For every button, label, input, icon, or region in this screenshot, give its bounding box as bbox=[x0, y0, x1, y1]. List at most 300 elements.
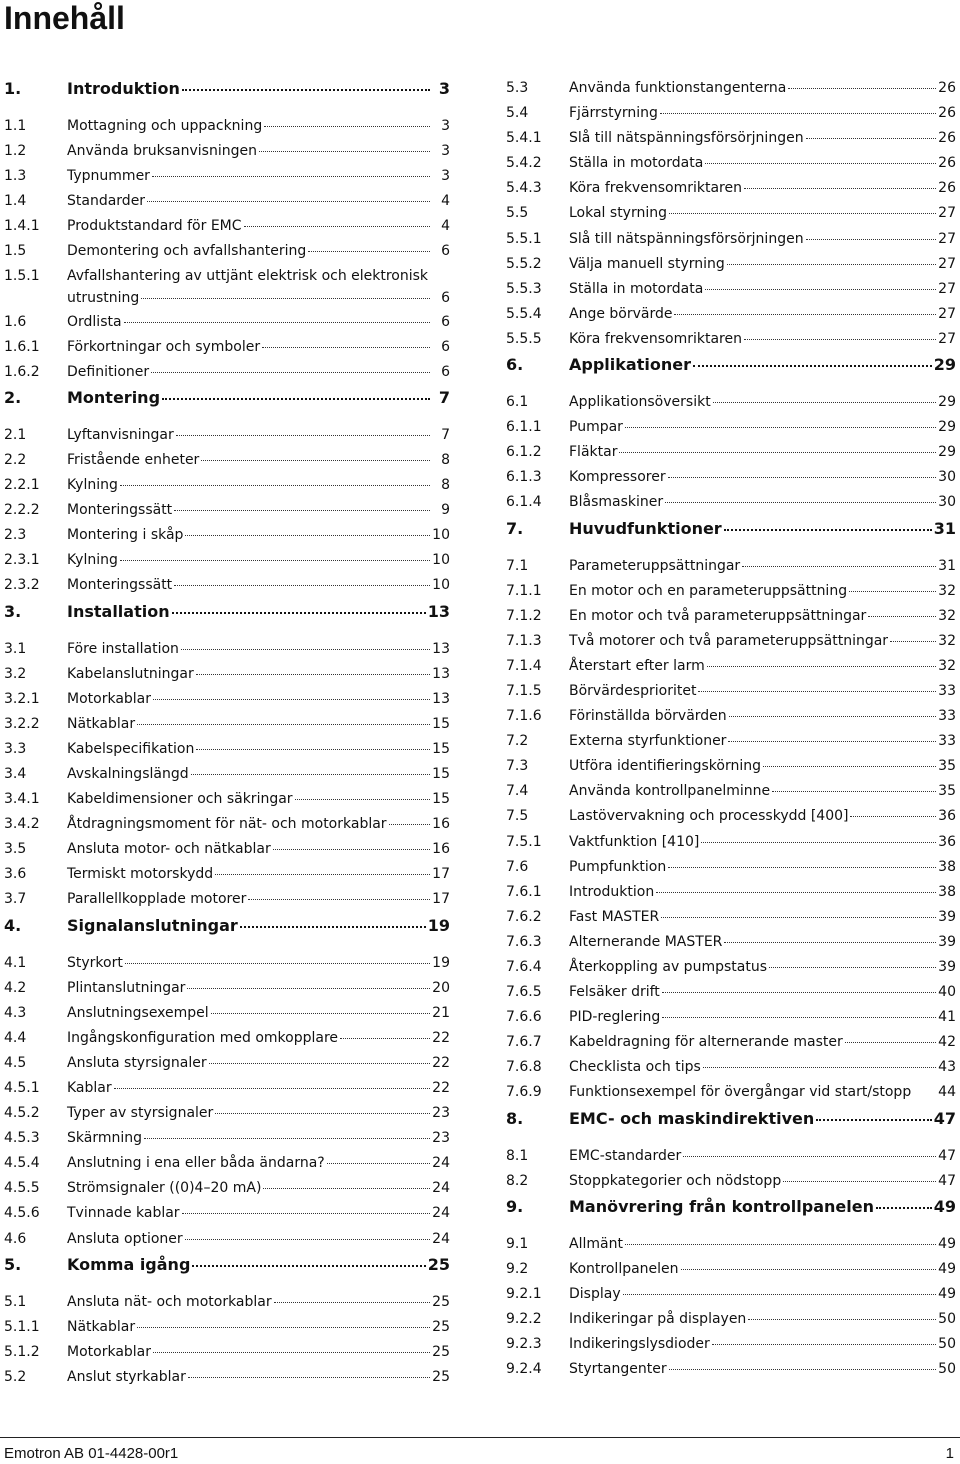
toc-entry-body bbox=[569, 679, 956, 704]
toc-entry-page: 3 bbox=[441, 168, 450, 185]
toc-section-entry[interactable] bbox=[4, 862, 450, 887]
dot-leader bbox=[151, 371, 430, 373]
toc-chapter-entry[interactable] bbox=[506, 516, 956, 554]
toc-section-entry[interactable] bbox=[506, 905, 956, 930]
toc-section-entry[interactable] bbox=[4, 1227, 450, 1252]
toc-entry-page: 35 bbox=[938, 758, 956, 775]
toc-section-entry[interactable] bbox=[506, 955, 956, 980]
toc-entry-page: 47 bbox=[933, 1108, 956, 1128]
dot-leader bbox=[665, 501, 936, 503]
dot-leader bbox=[849, 590, 936, 592]
toc-section-entry[interactable] bbox=[506, 754, 956, 779]
toc-section-entry[interactable] bbox=[506, 1332, 956, 1357]
dot-leader bbox=[701, 841, 936, 843]
toc-entry-title: PID-reglering bbox=[569, 1009, 661, 1026]
toc-entry-body bbox=[67, 114, 450, 139]
toc-entry-page: 16 bbox=[432, 841, 450, 858]
toc-section-entry[interactable] bbox=[506, 277, 956, 302]
toc-entry-page: 20 bbox=[432, 979, 450, 996]
toc-section-entry[interactable] bbox=[4, 1151, 450, 1176]
dot-leader bbox=[185, 1238, 430, 1240]
toc-entry-number: 7.1.5 bbox=[506, 682, 542, 699]
toc-entry-body bbox=[67, 573, 450, 598]
toc-entry-body bbox=[569, 465, 956, 490]
toc-entry-body bbox=[67, 1315, 450, 1340]
toc-section-entry[interactable] bbox=[4, 762, 450, 787]
toc-entry-page: 33 bbox=[938, 708, 956, 725]
toc-entry-page: 25 bbox=[432, 1343, 450, 1360]
toc-entry-page: 15 bbox=[432, 715, 450, 732]
toc-entry-page: 33 bbox=[938, 733, 956, 750]
toc-entry-body bbox=[67, 523, 450, 548]
toc-section-entry[interactable] bbox=[4, 1026, 450, 1051]
toc-entry-number: 3.6 bbox=[4, 866, 27, 883]
toc-entry-body bbox=[67, 812, 450, 837]
toc-entry-page: 26 bbox=[938, 130, 956, 147]
toc-entry-title: Använda bruksanvisningen bbox=[67, 143, 257, 160]
toc-section-entry[interactable] bbox=[4, 887, 450, 912]
toc-entry-title: Monteringssätt bbox=[67, 502, 173, 519]
toc-section-entry[interactable] bbox=[506, 1169, 956, 1194]
toc-section-entry[interactable] bbox=[4, 976, 450, 1001]
dot-leader bbox=[724, 941, 936, 943]
toc-section-entry[interactable] bbox=[506, 1005, 956, 1030]
toc-section-entry[interactable] bbox=[506, 327, 956, 352]
toc-entry-page: 4 bbox=[441, 193, 450, 210]
toc-entry-title: Ingångskonfiguration med omkopplare bbox=[67, 1029, 339, 1046]
toc-entry-title: Definitioner bbox=[67, 363, 150, 380]
toc-section-entry[interactable] bbox=[506, 390, 956, 415]
toc-section-entry[interactable] bbox=[506, 302, 956, 327]
dot-leader bbox=[742, 565, 936, 567]
toc-entry-body bbox=[569, 490, 956, 515]
toc-entry-number: 4.5.6 bbox=[4, 1205, 40, 1222]
toc-section-entry[interactable] bbox=[4, 523, 450, 548]
toc-section-entry[interactable] bbox=[506, 1144, 956, 1169]
toc-entry-number: 3.4 bbox=[4, 765, 27, 782]
toc-entry-title: Kabelanslutningar bbox=[67, 665, 194, 682]
toc-section-entry[interactable] bbox=[506, 1282, 956, 1307]
toc-entry-title: Köra frekvensomriktaren bbox=[569, 180, 742, 197]
toc-entry-number: 4.5.2 bbox=[4, 1105, 40, 1122]
toc-section-entry[interactable] bbox=[506, 76, 956, 101]
toc-section-entry[interactable] bbox=[506, 980, 956, 1005]
toc-entry-title: Slå till nätspänningsförsörjningen bbox=[569, 230, 804, 247]
toc-section-entry[interactable] bbox=[506, 1055, 956, 1080]
toc-section-entry[interactable] bbox=[4, 1290, 450, 1315]
toc-chapter-entry[interactable] bbox=[4, 76, 450, 114]
toc-section-entry[interactable] bbox=[506, 126, 956, 151]
toc-section-entry[interactable] bbox=[506, 252, 956, 277]
toc-entry-page: 43 bbox=[938, 1059, 956, 1076]
toc-entry-body bbox=[67, 265, 450, 309]
toc-section-entry[interactable] bbox=[506, 1232, 956, 1257]
toc-entry-page: 50 bbox=[938, 1361, 956, 1378]
toc-section-entry[interactable] bbox=[506, 554, 956, 579]
toc-entry-body bbox=[67, 662, 450, 687]
toc-entry-body bbox=[569, 1169, 956, 1194]
toc-section-entry[interactable] bbox=[4, 1101, 450, 1126]
toc-entry-body bbox=[569, 302, 956, 327]
toc-entry-number: 2.3.2 bbox=[4, 577, 40, 594]
toc-entry-body bbox=[67, 239, 450, 264]
toc-entry-body bbox=[67, 1365, 450, 1390]
toc-section-entry[interactable] bbox=[4, 951, 450, 976]
dot-leader bbox=[124, 321, 430, 323]
toc-section-entry[interactable] bbox=[506, 1357, 956, 1382]
toc-entry-number: 5.5 bbox=[506, 205, 529, 222]
toc-entry-body bbox=[569, 880, 956, 905]
toc-entry-number: 5.1 bbox=[4, 1293, 27, 1310]
toc-entry-title: Stoppkategorier och nödstopp bbox=[569, 1172, 782, 1189]
toc-section-entry[interactable] bbox=[506, 930, 956, 955]
toc-section-entry[interactable] bbox=[4, 787, 450, 812]
toc-entry-title: Ansluta nät- och motorkablar bbox=[67, 1293, 272, 1310]
toc-entry-page: 15 bbox=[432, 765, 450, 782]
toc-section-entry[interactable] bbox=[506, 629, 956, 654]
toc-section-entry[interactable] bbox=[506, 176, 956, 201]
toc-entry-body bbox=[67, 1001, 450, 1026]
page-title: Innehåll bbox=[4, 0, 125, 36]
toc-section-entry[interactable] bbox=[4, 573, 450, 598]
toc-entry-number: 2. bbox=[4, 387, 22, 407]
toc-section-entry[interactable] bbox=[506, 465, 956, 490]
toc-section-entry[interactable] bbox=[506, 579, 956, 604]
toc-entry-body bbox=[67, 1176, 450, 1201]
toc-chapter-entry[interactable] bbox=[4, 1252, 450, 1290]
toc-entry-page: 38 bbox=[938, 883, 956, 900]
toc-entry-title: Kablar bbox=[67, 1080, 112, 1096]
toc-entry-body bbox=[67, 189, 450, 214]
toc-section-entry[interactable] bbox=[506, 101, 956, 126]
toc-section-entry[interactable] bbox=[506, 490, 956, 515]
toc-entry-body bbox=[67, 887, 450, 912]
toc-entry-number: 1.5.1 bbox=[4, 267, 40, 284]
toc-entry-number: 1.2 bbox=[4, 143, 27, 160]
toc-section-entry[interactable] bbox=[4, 548, 450, 573]
toc-section-entry[interactable] bbox=[4, 139, 450, 164]
toc-entry-number: 1.6.2 bbox=[4, 363, 40, 380]
toc-section-entry[interactable] bbox=[506, 779, 956, 804]
toc-entry-number: 3.2.1 bbox=[4, 690, 40, 707]
toc-entry-page: 30 bbox=[938, 469, 956, 486]
toc-entry-body bbox=[569, 579, 956, 604]
toc-section-entry[interactable] bbox=[506, 227, 956, 252]
dot-leader bbox=[662, 1016, 936, 1018]
toc-entry-number: 2.3.1 bbox=[4, 552, 40, 569]
toc-entry-body bbox=[569, 1080, 956, 1105]
toc-section-entry[interactable] bbox=[506, 151, 956, 176]
toc-entry-body bbox=[569, 227, 956, 252]
toc-section-entry[interactable] bbox=[4, 687, 450, 712]
toc-section-entry[interactable] bbox=[4, 1126, 450, 1151]
toc-section-entry[interactable] bbox=[4, 1201, 450, 1226]
toc-entry-body bbox=[67, 837, 450, 862]
toc-entry-body bbox=[569, 930, 956, 955]
toc-section-entry[interactable] bbox=[4, 637, 450, 662]
toc-section-entry[interactable] bbox=[4, 1176, 450, 1201]
toc-section-entry[interactable] bbox=[506, 1030, 956, 1055]
toc-entry-title: Montering bbox=[67, 387, 161, 407]
toc-section-entry[interactable] bbox=[506, 415, 956, 440]
toc-chapter-entry[interactable] bbox=[4, 913, 450, 951]
toc-section-entry[interactable] bbox=[506, 830, 956, 855]
toc-entry-body bbox=[569, 1144, 956, 1169]
toc-entry-number: 4.1 bbox=[4, 954, 27, 971]
toc-entry-body bbox=[67, 473, 450, 498]
dot-leader bbox=[137, 723, 430, 725]
toc-section-entry[interactable] bbox=[506, 804, 956, 829]
toc-section-entry[interactable] bbox=[4, 1315, 450, 1340]
toc-entry-number: 9.2.3 bbox=[506, 1336, 542, 1353]
toc-section-entry[interactable] bbox=[4, 423, 450, 448]
toc-entry-title: Alternerande MASTER bbox=[569, 933, 723, 950]
toc-entry-title: Ställa in motordata bbox=[569, 155, 704, 172]
toc-entry-title: Ange börvärde bbox=[569, 305, 673, 322]
toc-section-entry[interactable] bbox=[506, 1307, 956, 1332]
toc-section-entry[interactable] bbox=[4, 737, 450, 762]
toc-entry-body bbox=[569, 980, 956, 1005]
toc-section-entry[interactable] bbox=[506, 880, 956, 905]
toc-entry-body bbox=[569, 76, 956, 101]
dot-leader bbox=[196, 748, 430, 750]
toc-section-entry[interactable] bbox=[506, 201, 956, 226]
toc-entry-page: 25 bbox=[432, 1368, 450, 1385]
toc-section-entry[interactable] bbox=[4, 473, 450, 498]
toc-section-entry[interactable] bbox=[4, 189, 450, 214]
toc-entry-title: Pumpar bbox=[569, 419, 623, 436]
toc-entry-title: Kontrollpanelen bbox=[569, 1260, 679, 1277]
toc-entry-page: 38 bbox=[938, 858, 956, 875]
toc-entry-body bbox=[569, 277, 956, 302]
toc-entry-title: Checklista och tips bbox=[569, 1059, 701, 1076]
dot-leader bbox=[274, 1301, 430, 1303]
toc-entry-number: 5.5.2 bbox=[506, 255, 542, 272]
toc-section-entry[interactable] bbox=[4, 310, 450, 335]
toc-entry-number: 9. bbox=[506, 1196, 524, 1216]
dot-leader bbox=[728, 740, 936, 742]
toc-entry-number: 2.2.2 bbox=[4, 502, 40, 519]
toc-entry-body bbox=[569, 516, 956, 542]
toc-entry-title: Fjärrstyrning bbox=[569, 105, 658, 122]
toc-entry-page: 29 bbox=[938, 394, 956, 411]
toc-section-entry[interactable] bbox=[4, 360, 450, 385]
toc-entry-title: Manövrering från kontrollpanelen bbox=[569, 1196, 874, 1216]
toc-section-entry[interactable] bbox=[4, 812, 450, 837]
toc-section-entry[interactable] bbox=[4, 1076, 450, 1101]
toc-entry-page: 19 bbox=[432, 954, 450, 971]
toc-entry-title: Indikeringar på displayen bbox=[569, 1311, 747, 1328]
toc-entry-body bbox=[569, 176, 956, 201]
toc-entry-number: 5.4.1 bbox=[506, 130, 542, 147]
toc-entry-number: 9.2 bbox=[506, 1260, 529, 1277]
toc-entry-page: 30 bbox=[938, 494, 956, 511]
toc-entry-title: Tvinnade kablar bbox=[67, 1205, 180, 1222]
toc-entry-body bbox=[569, 390, 956, 415]
dot-leader bbox=[727, 263, 936, 265]
toc-section-entry[interactable] bbox=[4, 662, 450, 687]
toc-section-entry[interactable] bbox=[4, 1051, 450, 1076]
toc-section-entry[interactable] bbox=[506, 1257, 956, 1282]
toc-entry-title: Vaktfunktion [410] bbox=[569, 833, 700, 850]
toc-section-entry[interactable] bbox=[4, 335, 450, 360]
toc-entry-body bbox=[67, 1026, 450, 1051]
toc-entry-number: 9.2.1 bbox=[506, 1285, 542, 1302]
toc-entry-title: Anslutning i ena eller båda ändarna? bbox=[67, 1155, 325, 1172]
toc-entry-page: 22 bbox=[432, 1080, 450, 1096]
toc-entry-page: 13 bbox=[427, 601, 450, 621]
toc-chapter-entry[interactable] bbox=[506, 1106, 956, 1144]
toc-section-entry[interactable] bbox=[4, 214, 450, 239]
toc-entry-number: 1.4 bbox=[4, 193, 27, 210]
toc-section-entry[interactable] bbox=[4, 837, 450, 862]
toc-section-entry[interactable] bbox=[506, 604, 956, 629]
toc-entry-title: Skärmning bbox=[67, 1130, 142, 1147]
toc-entry-number: 7.1.3 bbox=[506, 632, 542, 649]
toc-entry-number: 5. bbox=[4, 1254, 22, 1274]
toc-entry-body bbox=[67, 1101, 450, 1126]
toc-chapter-entry[interactable] bbox=[506, 352, 956, 390]
dot-leader bbox=[244, 225, 430, 227]
toc-entry-body bbox=[67, 737, 450, 762]
toc-entry-page: 32 bbox=[938, 657, 956, 674]
toc-entry-page: 33 bbox=[938, 682, 956, 699]
toc-entry-page: 7 bbox=[441, 426, 450, 443]
toc-entry-title: Monteringssätt bbox=[67, 577, 173, 594]
toc-entry-body bbox=[67, 951, 450, 976]
toc-entry-title: Slå till nätspänningsförsörjningen bbox=[569, 130, 804, 147]
toc-entry-title: Utföra identifieringskörning bbox=[569, 758, 761, 775]
dot-leader bbox=[729, 715, 936, 717]
toc-entry-title: Ställa in motordata bbox=[569, 280, 704, 297]
toc-section-entry[interactable] bbox=[4, 1340, 450, 1365]
toc-chapter-entry[interactable] bbox=[4, 599, 450, 637]
toc-entry-number: 7.1 bbox=[506, 557, 529, 574]
dot-leader bbox=[120, 559, 430, 561]
toc-entry-number: 6. bbox=[506, 355, 524, 375]
toc-entry-number: 6.1.1 bbox=[506, 419, 542, 436]
toc-entry-number: 4.6 bbox=[4, 1230, 27, 1247]
toc-entry-number: 7.6.5 bbox=[506, 984, 542, 1001]
toc-entry-page: 10 bbox=[432, 577, 450, 594]
dot-leader bbox=[114, 1087, 430, 1089]
toc-entry-page: 21 bbox=[432, 1004, 450, 1021]
toc-entry-page: 16 bbox=[432, 816, 450, 833]
toc-section-entry[interactable] bbox=[4, 239, 450, 264]
toc-section-entry[interactable] bbox=[4, 1365, 450, 1390]
toc-entry-page: 39 bbox=[938, 908, 956, 925]
toc-entry-page: 24 bbox=[432, 1205, 450, 1222]
toc-section-entry[interactable] bbox=[506, 440, 956, 465]
dot-leader bbox=[669, 1368, 936, 1370]
dot-leader bbox=[712, 1343, 936, 1345]
toc-entry-number: 2.3 bbox=[4, 527, 27, 544]
toc-entry-title: Installation bbox=[67, 601, 170, 621]
toc-entry-page: 17 bbox=[432, 866, 450, 883]
toc-entry-number: 3.1 bbox=[4, 640, 27, 657]
toc-entry-page: 50 bbox=[938, 1311, 956, 1328]
toc-entry-number: 7.6.9 bbox=[506, 1084, 542, 1101]
toc-entry-body bbox=[569, 1030, 956, 1055]
toc-entry-number: 7.3 bbox=[506, 758, 529, 775]
dot-leader bbox=[201, 459, 430, 461]
toc-section-entry[interactable] bbox=[506, 729, 956, 754]
toc-entry-body bbox=[67, 214, 450, 239]
toc-section-entry[interactable] bbox=[506, 679, 956, 704]
dot-leader bbox=[816, 1118, 931, 1121]
toc-entry-title: Pumpfunktion bbox=[569, 858, 667, 875]
toc-entry-title: Ansluta optioner bbox=[67, 1230, 183, 1247]
toc-section-entry[interactable] bbox=[4, 448, 450, 473]
toc-section-entry[interactable] bbox=[4, 265, 450, 310]
dot-leader bbox=[693, 364, 932, 367]
dot-leader bbox=[772, 790, 936, 792]
toc-chapter-entry[interactable] bbox=[506, 1194, 956, 1232]
toc-entry-title: Indikeringslysdioder bbox=[569, 1336, 710, 1353]
toc-entry-title: Komma igång bbox=[67, 1254, 191, 1274]
dot-leader bbox=[211, 1012, 430, 1014]
toc-section-entry[interactable] bbox=[506, 855, 956, 880]
toc-entry-number: 2.1 bbox=[4, 426, 27, 443]
toc-entry-title: Kylning bbox=[67, 552, 118, 569]
toc-section-entry[interactable] bbox=[4, 164, 450, 189]
toc-entry-page: 22 bbox=[432, 1029, 450, 1046]
toc-entry-page: 27 bbox=[938, 305, 956, 322]
toc-entry-title: Styrkort bbox=[67, 954, 123, 971]
toc-entry-title: Kabeldimensioner och säkringar bbox=[67, 791, 293, 808]
toc-section-entry[interactable] bbox=[506, 1080, 956, 1105]
toc-entry-body bbox=[67, 1227, 450, 1252]
toc-entry-page: 26 bbox=[938, 80, 956, 96]
toc-entry-page: 19 bbox=[427, 915, 450, 935]
toc-entry-page: 9 bbox=[441, 502, 450, 519]
toc-section-entry[interactable] bbox=[4, 114, 450, 139]
toc-entry-number: 4.3 bbox=[4, 1004, 27, 1021]
toc-entry-body bbox=[67, 637, 450, 662]
toc-chapter-entry[interactable] bbox=[4, 385, 450, 423]
toc-entry-body bbox=[67, 787, 450, 812]
toc-entry-title: Felsäker drift bbox=[569, 984, 660, 1001]
dot-leader bbox=[191, 773, 430, 775]
dot-leader bbox=[295, 798, 430, 800]
toc-entry-page: 3 bbox=[441, 143, 450, 160]
toc-entry-number: 7.5.1 bbox=[506, 833, 542, 850]
toc-entry-body bbox=[569, 729, 956, 754]
dot-leader bbox=[248, 898, 430, 900]
toc-entry-page: 49 bbox=[938, 1285, 956, 1302]
toc-entry-body bbox=[67, 762, 450, 787]
toc-entry-page: 29 bbox=[938, 444, 956, 461]
toc-entry-title: Fläktar bbox=[569, 444, 618, 461]
toc-section-entry[interactable] bbox=[506, 654, 956, 679]
toc-entry-title: Introduktion bbox=[67, 79, 180, 98]
toc-entry-title-continued bbox=[67, 287, 450, 309]
toc-section-entry[interactable] bbox=[506, 704, 956, 729]
toc-section-entry[interactable] bbox=[4, 1001, 450, 1026]
toc-entry-title: Förkortningar och symboler bbox=[67, 338, 261, 355]
toc-entry-number: 1.3 bbox=[4, 168, 27, 185]
dot-leader bbox=[182, 1212, 430, 1214]
toc-section-entry[interactable] bbox=[4, 712, 450, 737]
toc-entry-number: 3.2 bbox=[4, 665, 27, 682]
toc-entry-body bbox=[569, 1106, 956, 1132]
toc-entry-number: 5.4.2 bbox=[506, 155, 542, 172]
toc-entry-number: 1.6.1 bbox=[4, 338, 40, 355]
toc-entry-number: 8. bbox=[506, 1108, 524, 1128]
toc-section-entry[interactable] bbox=[4, 498, 450, 523]
dot-leader bbox=[703, 1066, 936, 1068]
dot-leader bbox=[152, 175, 430, 177]
